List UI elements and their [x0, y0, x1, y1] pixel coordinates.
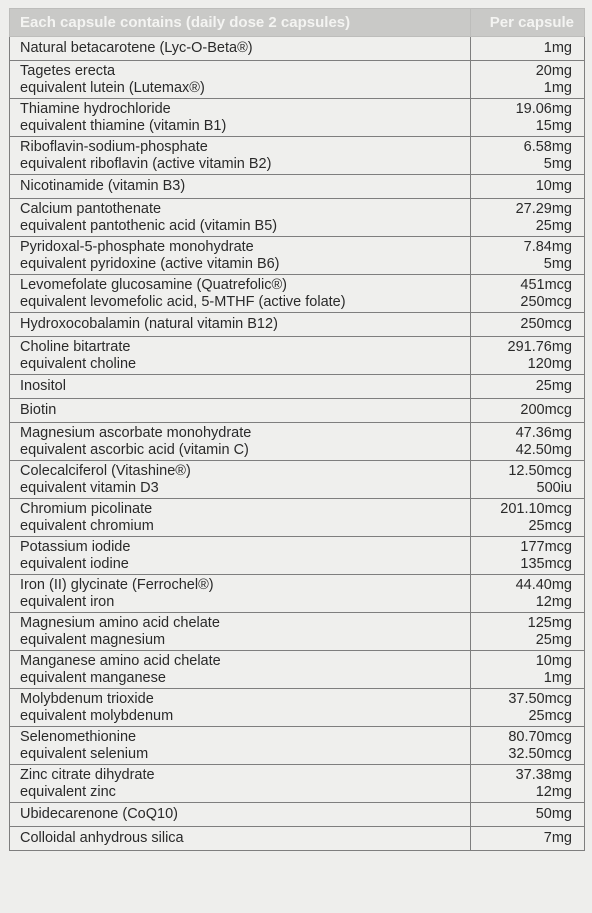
ingredient-name-cell [10, 199, 471, 237]
ingredient-name-cell [10, 423, 471, 461]
table-row [10, 61, 585, 99]
ingredient-name-cell [10, 765, 471, 803]
ingredient-name: Riboflavin-sodium-phosphate [20, 139, 208, 155]
amount-cell [471, 375, 585, 399]
amount-value: 50mg [535, 806, 572, 823]
ingredient-name-cell [10, 827, 471, 851]
table-body [10, 37, 585, 851]
ingredient-name: Tagetes erecta [20, 63, 116, 79]
equivalent-amount-value: 15mg [535, 117, 572, 134]
amount-value: 19.06mg [515, 101, 572, 117]
amount-cell [471, 727, 585, 765]
equivalent-amount-value: 25mcg [528, 707, 572, 724]
ingredient-equivalent: equivalent magnesium [20, 631, 166, 648]
ingredient-column-header: Each capsule contains (daily dose 2 capsules) [10, 9, 471, 37]
amount-value: 20mg [535, 63, 572, 79]
amount-value: 291.76mg [507, 339, 572, 355]
amount-cell [471, 37, 585, 61]
table-row [10, 99, 585, 137]
ingredient-name-cell [10, 461, 471, 499]
table-row [10, 727, 585, 765]
equivalent-amount-value: 135mcg [520, 555, 572, 572]
amount-cell [471, 537, 585, 575]
ingredient-equivalent: equivalent levomefolic acid, 5-MTHF (active folate) [20, 293, 346, 310]
amount-cell [471, 199, 585, 237]
ingredient-equivalent: equivalent selenium [20, 745, 149, 762]
ingredient-name: Selenomethionine [20, 729, 137, 745]
amount-value: 125mg [527, 615, 572, 631]
ingredient-name-cell [10, 37, 471, 61]
ingredient-name-cell [10, 313, 471, 337]
ingredient-name-cell [10, 137, 471, 175]
table-row [10, 375, 585, 399]
ingredient-name: Colecalciferol (Vitashine®) [20, 463, 191, 479]
amount-cell [471, 499, 585, 537]
amount-cell [471, 423, 585, 461]
equivalent-amount-value: 12mg [535, 783, 572, 800]
ingredient-equivalent: equivalent choline [20, 355, 137, 372]
ingredient-name-cell [10, 337, 471, 375]
table-row [10, 651, 585, 689]
amount-value: 80.70mcg [508, 729, 572, 745]
ingredient-name-cell [10, 275, 471, 313]
equivalent-amount-value: 1mg [543, 79, 572, 96]
amount-cell [471, 613, 585, 651]
ingredient-name: Nicotinamide (vitamin B3) [20, 178, 186, 195]
ingredients-table [9, 8, 585, 851]
supplement-facts-panel [9, 8, 584, 851]
ingredient-equivalent: equivalent thiamine (vitamin B1) [20, 117, 227, 134]
amount-value: 10mg [535, 653, 572, 669]
ingredient-equivalent: equivalent chromium [20, 517, 154, 534]
ingredient-name-cell [10, 237, 471, 275]
table-row [10, 399, 585, 423]
amount-cell [471, 175, 585, 199]
table-row [10, 313, 585, 337]
ingredient-name-cell [10, 803, 471, 827]
ingredient-name-cell [10, 537, 471, 575]
equivalent-amount-value: 5mg [543, 255, 572, 272]
ingredient-name-cell [10, 499, 471, 537]
ingredient-name: Magnesium amino acid chelate [20, 615, 220, 631]
amount-value: 250mcg [520, 316, 572, 333]
equivalent-amount-value: 12mg [535, 593, 572, 610]
ingredient-equivalent: equivalent lutein (Lutemax®) [20, 79, 205, 96]
equivalent-amount-value: 5mg [543, 155, 572, 172]
amount-cell [471, 651, 585, 689]
amount-cell [471, 575, 585, 613]
amount-value: 47.36mg [515, 425, 572, 441]
ingredient-name: Inositol [20, 378, 66, 395]
amount-value: 7.84mg [523, 239, 572, 255]
table-header [10, 9, 585, 37]
ingredient-equivalent: equivalent iodine [20, 555, 129, 572]
table-row [10, 461, 585, 499]
amount-value: 1mg [543, 40, 572, 57]
table-row [10, 37, 585, 61]
ingredient-name-cell [10, 575, 471, 613]
ingredient-name-cell [10, 61, 471, 99]
ingredient-name: Colloidal anhydrous silica [20, 830, 184, 847]
table-row [10, 137, 585, 175]
ingredient-equivalent: equivalent molybdenum [20, 707, 174, 724]
header-row [10, 9, 585, 37]
table-row [10, 499, 585, 537]
ingredient-name: Zinc citrate dihydrate [20, 767, 155, 783]
amount-value: 37.50mcg [508, 691, 572, 707]
ingredient-name: Molybdenum trioxide [20, 691, 154, 707]
equivalent-amount-value: 42.50mg [515, 441, 572, 458]
equivalent-amount-value: 25mg [535, 217, 572, 234]
amount-cell [471, 765, 585, 803]
ingredient-name: Potassium iodide [20, 539, 131, 555]
amount-value: 10mg [535, 178, 572, 195]
equivalent-amount-value: 32.50mcg [508, 745, 572, 762]
amount-value: 6.58mg [523, 139, 572, 155]
table-row [10, 689, 585, 727]
ingredient-name: Iron (II) glycinate (Ferrochel®) [20, 577, 214, 593]
table-row [10, 199, 585, 237]
ingredient-name-cell [10, 613, 471, 651]
ingredient-name: Thiamine hydrochloride [20, 101, 171, 117]
table-row [10, 275, 585, 313]
amount-cell [471, 689, 585, 727]
amount-cell [471, 237, 585, 275]
ingredient-name: Hydroxocobalamin (natural vitamin B12) [20, 316, 278, 333]
table-row [10, 575, 585, 613]
ingredient-name-cell [10, 99, 471, 137]
table-row [10, 765, 585, 803]
amount-cell [471, 461, 585, 499]
amount-cell [471, 313, 585, 337]
amount-value: 201.10mcg [500, 501, 572, 517]
ingredient-equivalent: equivalent riboflavin (active vitamin B2) [20, 155, 272, 172]
equivalent-amount-value: 25mcg [528, 517, 572, 534]
ingredient-name: Pyridoxal-5-phosphate monohydrate [20, 239, 254, 255]
equivalent-amount-value: 1mg [543, 669, 572, 686]
table-row [10, 537, 585, 575]
ingredient-name: Natural betacarotene (Lyc-O-Beta®) [20, 40, 253, 57]
amount-value: 177mcg [520, 539, 572, 555]
amount-value: 25mg [535, 378, 572, 395]
ingredient-name: Levomefolate glucosamine (Quatrefolic®) [20, 277, 287, 293]
equivalent-amount-value: 120mg [527, 355, 572, 372]
ingredient-name: Calcium pantothenate [20, 201, 162, 217]
amount-cell [471, 99, 585, 137]
table-row [10, 613, 585, 651]
ingredient-name-cell [10, 689, 471, 727]
table-row [10, 237, 585, 275]
amount-cell [471, 803, 585, 827]
ingredient-equivalent: equivalent pantothenic acid (vitamin B5) [20, 217, 278, 234]
ingredient-name-cell [10, 727, 471, 765]
amount-cell [471, 137, 585, 175]
ingredient-equivalent: equivalent manganese [20, 669, 166, 686]
table-row [10, 827, 585, 851]
amount-value: 27.29mg [515, 201, 572, 217]
table-row [10, 803, 585, 827]
table-row [10, 423, 585, 461]
ingredient-name: Biotin [20, 402, 57, 419]
ingredient-name-cell [10, 175, 471, 199]
equivalent-amount-value: 250mcg [520, 293, 572, 310]
ingredient-name: Manganese amino acid chelate [20, 653, 221, 669]
per-capsule-column-header: Per capsule [471, 9, 585, 37]
amount-value: 451mcg [520, 277, 572, 293]
amount-value: 7mg [543, 830, 572, 847]
ingredient-equivalent: equivalent vitamin D3 [20, 479, 159, 496]
ingredient-name: Choline bitartrate [20, 339, 131, 355]
ingredient-name-cell [10, 399, 471, 423]
amount-cell [471, 827, 585, 851]
amount-value: 44.40mg [515, 577, 572, 593]
amount-value: 12.50mcg [508, 463, 572, 479]
ingredient-equivalent: equivalent ascorbic acid (vitamin C) [20, 441, 249, 458]
equivalent-amount-value: 25mg [535, 631, 572, 648]
ingredient-name: Ubidecarenone (CoQ10) [20, 806, 178, 823]
ingredient-name-cell [10, 651, 471, 689]
table-row [10, 175, 585, 199]
amount-value: 37.38mg [515, 767, 572, 783]
ingredient-equivalent: equivalent pyridoxine (active vitamin B6) [20, 255, 280, 272]
table-row [10, 337, 585, 375]
ingredient-name: Chromium picolinate [20, 501, 153, 517]
ingredient-equivalent: equivalent zinc [20, 783, 116, 800]
amount-cell [471, 399, 585, 423]
ingredient-name-cell [10, 375, 471, 399]
amount-cell [471, 275, 585, 313]
ingredient-equivalent: equivalent iron [20, 593, 115, 610]
amount-value: 200mcg [520, 402, 572, 419]
equivalent-amount-value: 500iu [536, 479, 572, 496]
ingredient-name: Magnesium ascorbate monohydrate [20, 425, 252, 441]
amount-cell [471, 337, 585, 375]
amount-cell [471, 61, 585, 99]
